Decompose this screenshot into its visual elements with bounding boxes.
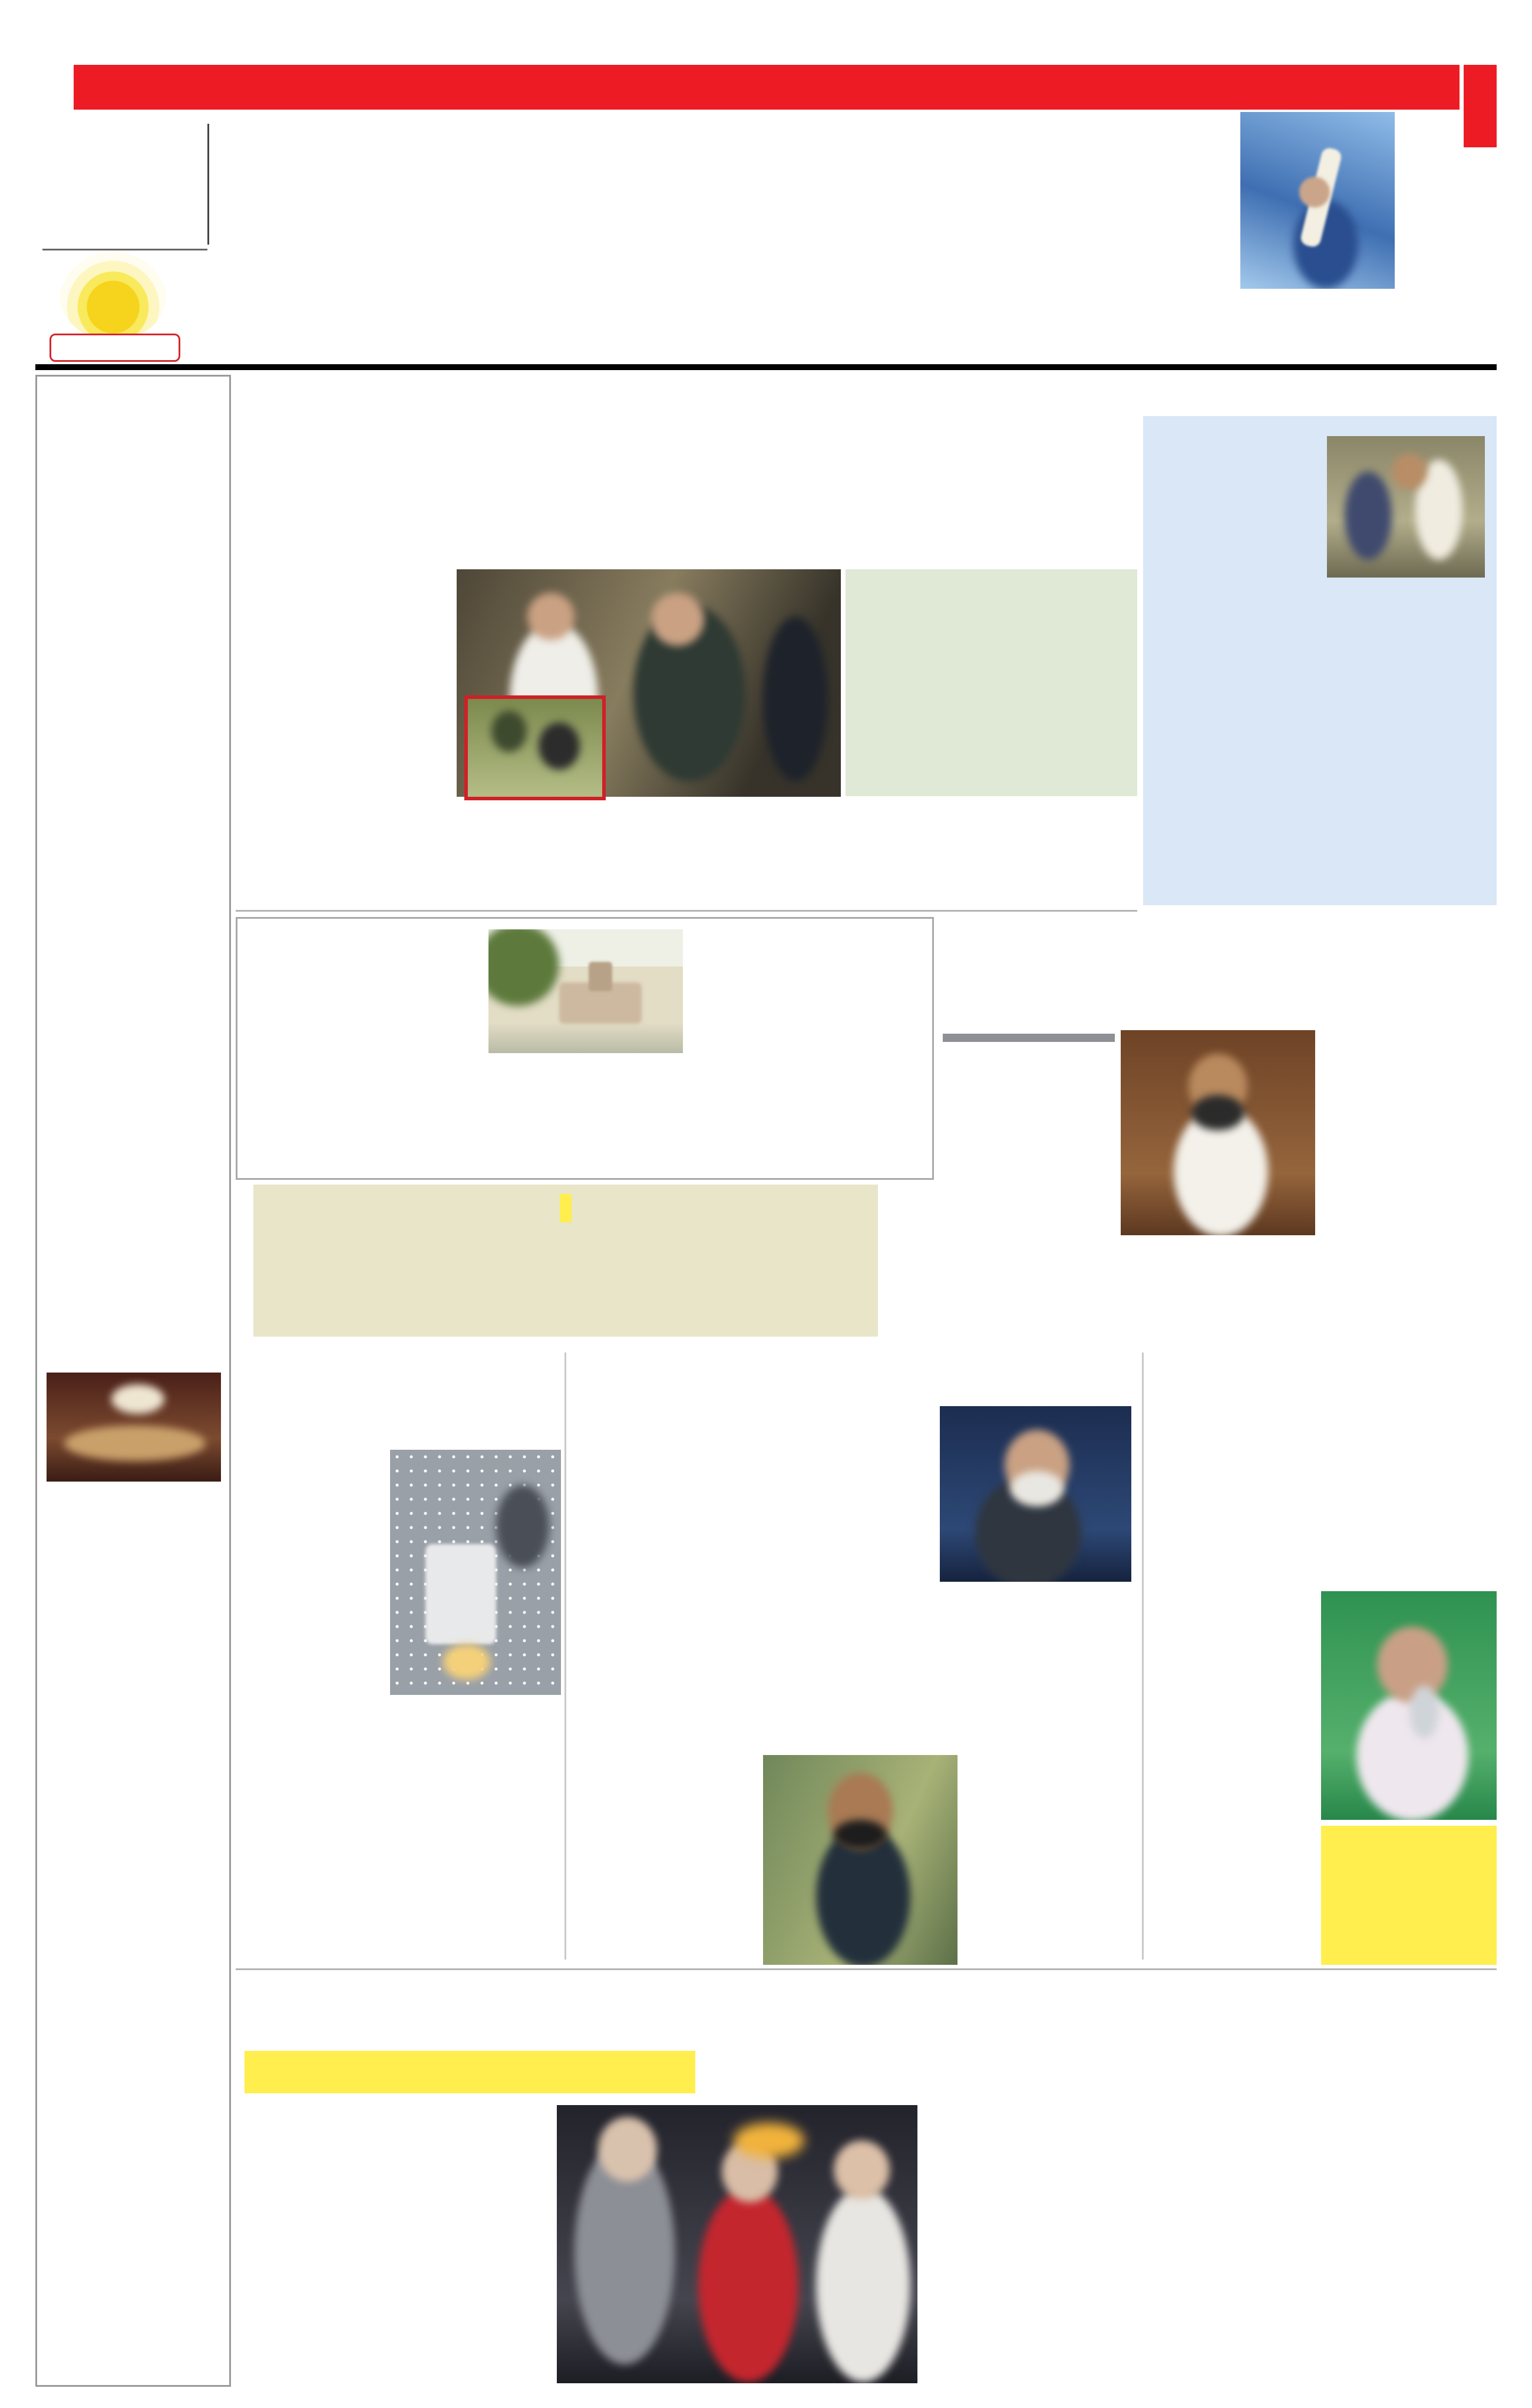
rohit-col3: [965, 1755, 1133, 1965]
rijiju-body1b: [1327, 583, 1485, 631]
section-rule-2: [236, 1968, 1497, 1970]
green-box-body: [855, 583, 1128, 728]
rijiju-body2: [1155, 636, 1485, 849]
supreme-photo: [488, 929, 683, 1053]
bihar-body: [264, 1231, 867, 1331]
thane-col3: [1321, 1030, 1497, 1456]
sir-highlight-box: [1321, 1826, 1497, 1965]
left-a3-body: [47, 1490, 220, 2008]
jammu-snow-photo: [390, 1450, 561, 1695]
supreme-bottom-row: [247, 1057, 923, 1080]
bihar-headline: [560, 1194, 572, 1222]
sir-box-body: [1329, 1835, 1488, 1918]
date-underline: [42, 249, 207, 250]
prince-subhead: [245, 2051, 695, 2093]
supreme-court-article: [236, 917, 934, 1180]
prince-col3: [925, 2051, 1102, 2383]
divider-jammu-pm: [564, 1353, 566, 1960]
assembly-photo: [47, 1373, 221, 1482]
prince-col4: [1109, 2051, 1290, 2383]
thane-grayband: [943, 1034, 1115, 1042]
rijiju-body1: [1155, 436, 1320, 631]
logo-stamp: [49, 334, 180, 362]
thane-col1: [943, 1030, 1115, 1456]
section-rule-1: [236, 910, 1137, 912]
pm-body: [580, 1406, 931, 1586]
rijiju-top-row: [1155, 436, 1485, 631]
divider-pm-sir: [1142, 1353, 1144, 1960]
lead-col5: [994, 803, 1137, 902]
prince-col5: [1297, 2051, 1497, 2383]
prince-col1: [245, 2105, 548, 2383]
jammu-col2: [404, 1701, 560, 1966]
rijiju-article: [1143, 416, 1497, 905]
thane-shinde-photo: [1121, 1030, 1315, 1235]
lead-col3: [649, 803, 841, 902]
top-info-bar: [74, 65, 1460, 110]
rohit-col1: [580, 1755, 757, 1965]
masthead-divider: [207, 124, 209, 245]
sir-body: [1149, 1591, 1315, 1965]
sun-logo-icon: [60, 252, 166, 341]
rohit-photo: [763, 1755, 958, 1965]
pm-body2: [580, 1591, 1131, 1638]
lead-col4: [846, 803, 987, 902]
pm-modi-photo: [940, 1406, 1131, 1582]
bihar-article: [253, 1185, 878, 1337]
sir-mamata-photo: [1321, 1591, 1497, 1820]
lead-col1: [245, 569, 452, 900]
supreme-row: [247, 929, 923, 1053]
masthead-rule: [35, 364, 1497, 370]
lead-inset-photo: [464, 695, 606, 800]
cricket-photo: [1240, 112, 1395, 289]
left-a1-body: [47, 393, 220, 988]
left-column: [35, 375, 231, 2387]
jammu-col1: [245, 1701, 397, 1966]
lead-col2: [457, 803, 643, 902]
prince-royals-photo: [557, 2105, 917, 2383]
supreme-col3: [692, 929, 925, 1053]
supreme-col1: [247, 929, 480, 1053]
corner-red-block: [1464, 65, 1497, 147]
left-a2-body: [47, 1004, 220, 1357]
bihar-headline-wrap: [264, 1192, 867, 1225]
thane-col2: [1121, 1241, 1315, 1456]
lead-green-box: [846, 569, 1137, 796]
rijiju-photo: [1327, 436, 1485, 578]
